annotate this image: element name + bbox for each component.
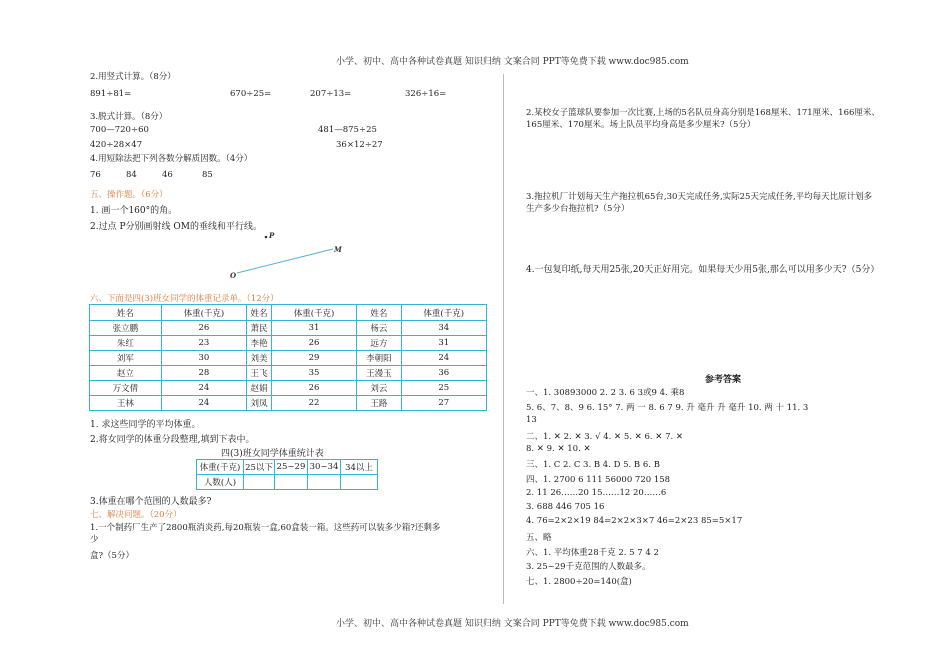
section-6-title: 六、下面是四(3)班女同学的体重记录单。（12分）	[90, 294, 279, 304]
q3-item-4: 36×12÷27	[336, 140, 383, 150]
label-o: O	[230, 271, 237, 280]
ray-om	[237, 249, 333, 273]
q3-item-3: 420÷28×47	[90, 140, 143, 150]
table-cell: 万文倩	[90, 381, 162, 396]
q2-item-4: 326÷16=	[405, 89, 447, 99]
table-cell: 24	[161, 396, 246, 411]
q2-item-1: 891÷81=	[90, 89, 132, 99]
answer-line: 二、1. ✕ 2. ✕ 3. √ 4. ✕ 5. ✕ 6. ✕ 7. ✕	[526, 432, 684, 442]
table-cell: 27	[401, 396, 487, 411]
table-cell: 王林	[90, 396, 162, 411]
right-q3-line1: 3.拖拉机厂计划每天生产拖拉机65台,30天完成任务,实际25天完成任务,平均每天比原计划多	[526, 192, 873, 202]
q3-item-2: 481—875÷25	[318, 125, 377, 135]
q4-num-4: 85	[202, 170, 213, 180]
table-cell: 刘军	[90, 351, 162, 366]
section-7-q1-line1: 1.一个制药厂生产了2800瓶消炎药,每20瓶装一盒,60盒装一箱。这些药可以装多少箱?还剩多	[90, 523, 441, 533]
table-cell: 王漫玉	[357, 366, 401, 381]
header-name: 姓名	[357, 305, 401, 321]
answers-title: 参考答案	[705, 375, 742, 385]
section-5-q2: 2.过点 P分别画射线 OM的垂线和平行线。	[90, 222, 262, 232]
header-weight: 体重(千克)	[161, 305, 246, 321]
section-7-title: 七、解决问题。（20分）	[90, 510, 182, 520]
table-row	[90, 366, 487, 381]
section-6-q2: 2.将女同学的体重分段整理,填到下表中。	[90, 435, 255, 445]
table-row	[90, 351, 487, 366]
table-cell: 王路	[357, 396, 401, 411]
stat-range-under-25: 25以下	[244, 460, 275, 475]
table-cell: 22	[271, 396, 356, 411]
table-cell: 赵娟	[247, 381, 272, 396]
q4-num-1: 76	[90, 170, 101, 180]
section-5-q1: 1. 画一个160°的角。	[90, 206, 178, 216]
right-q3-line2: 生产多少台拖拉机?（5分）	[526, 204, 630, 214]
stat-range-30-34: 30~34	[308, 460, 341, 475]
answer-line: 13	[526, 415, 537, 425]
answer-line: 七、1. 2800÷20=140(盒)	[526, 577, 632, 587]
table-row	[90, 321, 487, 336]
q2-item-2: 670÷25=	[230, 89, 272, 99]
q3-title: 3.脱式计算。（8分）	[90, 112, 168, 122]
stat-table-row	[197, 475, 378, 490]
answer-line: 三、1. C 2. C 3. B 4. D 5. B 6. B	[526, 460, 660, 470]
table-row	[90, 396, 487, 411]
header-weight: 体重(千克)	[401, 305, 487, 321]
table-cell: 刘美	[247, 351, 272, 366]
page-footer: 小学、初中、高中各种试卷真题 知识归纳 文案合同 PPT等免费下载 www.doc985.com	[336, 619, 689, 629]
stat-range-25-29: 25~29	[275, 460, 308, 475]
answer-line: 3. 25~29千克范围的人数最多。	[526, 562, 651, 572]
table-cell: 萧民	[247, 321, 272, 336]
q4-num-3: 46	[162, 170, 173, 180]
table-cell: 26	[161, 321, 246, 336]
stat-count-blank[interactable]	[341, 475, 378, 490]
table-cell: 35	[271, 366, 356, 381]
stat-header-count: 人数(人)	[197, 475, 244, 490]
stat-count-blank[interactable]	[308, 475, 341, 490]
header-name: 姓名	[90, 305, 162, 321]
answer-line: 3. 688 446 705 16	[526, 502, 605, 512]
right-q4: 4.一包复印纸,每天用25张,20天正好用完。如果每天少用5张,那么可以用多少天?（5分）	[526, 265, 880, 275]
section-5-title: 五、操作题。（6分）	[90, 190, 168, 200]
table-cell: 29	[271, 351, 356, 366]
answer-line: 五、略	[526, 533, 552, 543]
ray-diagram	[225, 225, 350, 281]
weight-record-table	[89, 304, 487, 411]
q2-title: 2.用竖式计算。（8分）	[90, 72, 176, 82]
table-cell: 朱红	[90, 336, 162, 351]
table-row	[90, 336, 487, 351]
answer-line: 四、1. 2700 6 111 56000 720 158	[526, 475, 671, 485]
table-cell: 刘云	[357, 381, 401, 396]
answer-line: 六、1. 平均体重28千克 2. 5 7 4 2	[526, 548, 659, 558]
q4-num-2: 84	[126, 170, 137, 180]
q3-item-1: 700—720÷60	[90, 125, 149, 135]
table-cell: 李艳	[247, 336, 272, 351]
q4-title: 4.用短除法把下列各数分解质因数。（4分）	[90, 154, 253, 164]
header-weight: 体重(千克)	[271, 305, 356, 321]
stat-range-over-34: 34以上	[341, 460, 378, 475]
right-q2-line2: 165厘米、170厘米。场上队员平均身高是多少厘米?（5分）	[526, 120, 756, 130]
stat-header-weight: 体重(千克)	[197, 460, 244, 475]
section-7-q1-line3: 盒?（5分）	[90, 551, 134, 561]
answer-line: 5. 6、7、8、9 6. 15° 7. 两 一 8. 6 7 9. 升 毫升 升 毫升 10. 两 十 11. 3	[526, 403, 809, 413]
table-cell: 31	[271, 321, 356, 336]
section-6-q1: 1. 求这些同学的平均体重。	[90, 420, 201, 430]
label-p: P	[269, 231, 275, 240]
table-cell: 31	[401, 336, 487, 351]
answer-line: 4. 76=2×2×19 84=2×2×3×7 46=2×23 85=5×17	[526, 516, 743, 526]
table-cell: 远方	[357, 336, 401, 351]
stat-table-row	[197, 460, 378, 475]
table-cell: 26	[271, 336, 356, 351]
answer-line: 一、1. 30893000 2. 2 3. 6 3或9 4. 乘8	[526, 388, 685, 398]
right-q2-line1: 2.某校女子篮球队要参加一次比赛,上场的5名队员身高分别是168厘米、171厘米、166厘米、	[526, 108, 880, 118]
table-cell: 李朝阳	[357, 351, 401, 366]
table-cell: 张立鹏	[90, 321, 162, 336]
section-7-q1-line2: 少	[90, 535, 99, 545]
table-cell: 23	[161, 336, 246, 351]
weight-table-header-row	[90, 305, 487, 321]
stat-count-blank[interactable]	[275, 475, 308, 490]
section-6-q3: 3.体重在哪个范围的人数最多?	[90, 497, 212, 507]
stat-table-title: 四(3)班女同学体重统计表	[221, 449, 324, 459]
table-cell: 30	[161, 351, 246, 366]
table-row	[90, 381, 487, 396]
stat-count-blank[interactable]	[244, 475, 275, 490]
table-cell: 36	[401, 366, 487, 381]
table-cell: 赵立	[90, 366, 162, 381]
table-cell: 刘凤	[247, 396, 272, 411]
table-cell: 34	[401, 321, 487, 336]
point-p	[265, 236, 268, 239]
page-header: 小学、初中、高中各种试卷真题 知识归纳 文案合同 PPT等免费下载 www.doc985.com	[336, 57, 689, 67]
weight-stat-table	[196, 459, 378, 490]
answer-line: 8. ✕ 9. ✕ 10. ✕	[526, 444, 591, 454]
answer-line: 2. 11 26……20 15……12 20……6	[526, 488, 667, 498]
table-cell: 王飞	[247, 366, 272, 381]
table-cell: 24	[161, 381, 246, 396]
table-cell: 28	[161, 366, 246, 381]
table-cell: 25	[401, 381, 487, 396]
table-cell: 杨云	[357, 321, 401, 336]
q2-item-3: 207÷13=	[310, 89, 352, 99]
table-cell: 26	[271, 381, 356, 396]
column-divider	[503, 74, 504, 604]
label-m: M	[334, 245, 342, 254]
header-name: 姓名	[247, 305, 272, 321]
table-cell: 24	[401, 351, 487, 366]
